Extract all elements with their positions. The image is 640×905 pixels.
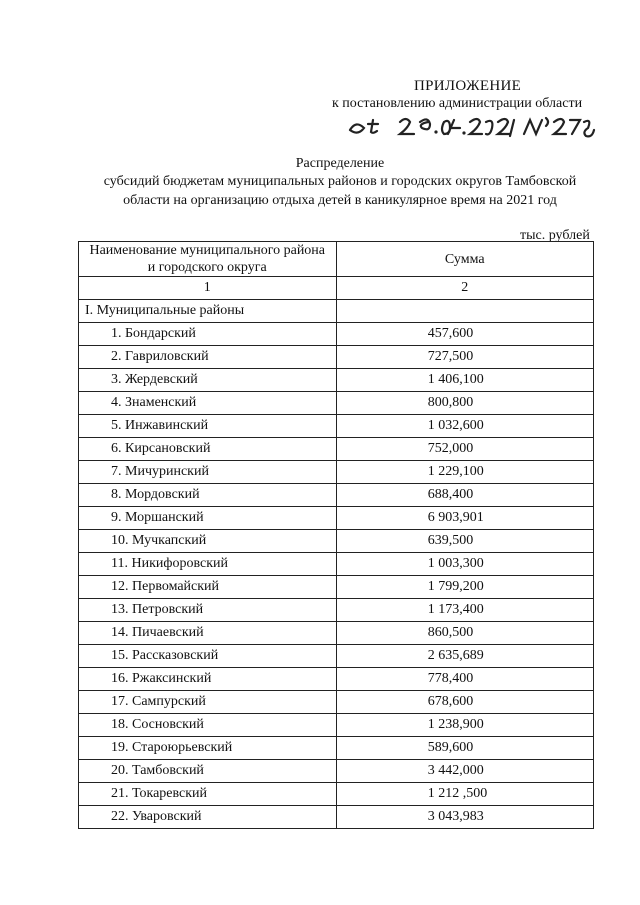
subsidy-amount-cell [336,691,594,714]
district-name: 11. Никифоровский [79,553,337,576]
table-header-row [79,242,594,277]
district-name: 8. Мордовский [79,484,337,507]
district-name: 14. Пичаевский [79,622,337,645]
table-row [79,714,594,737]
district-name: 19. Староюрьевский [79,737,337,760]
column-number-1: 1 [79,277,337,300]
subsidy-amount-cell [336,323,594,346]
subsidy-amount: 860,500 [427,625,474,640]
subsidy-amount-cell [336,369,594,392]
district-name: 4. Знаменский [79,392,337,415]
district-name: 20. Тамбовский [79,760,337,783]
handwritten-signature [346,110,596,140]
table-row [79,622,594,645]
subsidy-amount: 1 173,400 [427,602,484,617]
subsidy-amount-cell [336,553,594,576]
subsidy-amount: 1 229,100 [427,464,484,479]
subsidy-amount: 752,000 [427,441,474,456]
subsidy-amount-cell [336,576,594,599]
subsidy-amount: 1 032,600 [427,418,484,433]
table-row [79,737,594,760]
subsidy-amount-cell [336,668,594,691]
district-name: 5. Инжавинский [79,415,337,438]
subsidy-amount: 1 212 ,500 [427,786,488,801]
district-name: 9. Моршанский [79,507,337,530]
subsidy-amount-cell [336,760,594,783]
table-row [79,668,594,691]
section-empty-cell [336,300,594,323]
column-header-name: Наименование муниципального района и городского округа [79,242,337,277]
table-row [79,507,594,530]
subsidy-amount: 6 903,901 [427,510,484,525]
column-header-sum: Сумма [336,242,594,277]
district-name: 21. Токаревский [79,783,337,806]
table-row [79,461,594,484]
subsidy-amount: 800,800 [427,395,474,410]
subsidy-amount-cell [336,392,594,415]
subsidy-amount: 678,600 [427,694,474,709]
district-name: 22. Уваровский [79,806,337,829]
subsidy-amount: 457,600 [427,326,474,341]
district-name: 1. Бондарский [79,323,337,346]
section-title: I. Муниципальные районы [79,300,337,323]
district-name: 13. Петровский [79,599,337,622]
subsidy-amount: 1 406,100 [427,372,484,387]
subsidy-amount-cell [336,415,594,438]
district-name: 18. Сосновский [79,714,337,737]
subsidy-amount: 727,500 [427,349,474,364]
table-row [79,645,594,668]
table-row [79,484,594,507]
subsidy-amount: 589,600 [427,740,474,755]
table-row [79,530,594,553]
subsidy-amount: 1 003,300 [427,556,484,571]
column-number-2: 2 [336,277,594,300]
table-row [79,392,594,415]
table-row [79,346,594,369]
units-label: тыс. рублей [520,228,590,243]
caption-line-2: субсидий бюджетам муниципальных районов и городских округов Тамбовской [103,174,577,189]
district-name: 10. Мучкапский [79,530,337,553]
table-row [79,553,594,576]
table-row [79,323,594,346]
district-name: 3. Жердевский [79,369,337,392]
subsidy-amount-cell [336,645,594,668]
subsidy-amount: 778,400 [427,671,474,686]
subsidy-amount: 3 442,000 [427,763,484,778]
header-title: ПРИЛОЖЕНИЕ [414,78,522,94]
table-row [79,691,594,714]
subsidy-amount: 639,500 [427,533,474,548]
table-row [79,438,594,461]
subsidy-amount: 2 635,689 [427,648,484,663]
subsidy-amount-cell [336,783,594,806]
table-row [79,783,594,806]
district-name: 12. Первомайский [79,576,337,599]
caption-line-1: Распределение [295,156,385,171]
subsidy-amount-cell [336,714,594,737]
district-name: 7. Мичуринский [79,461,337,484]
column-number-row [79,277,594,300]
subsidy-amount: 1 238,900 [427,717,484,732]
caption-line-3: области на организацию отдыха детей в каникулярное время на 2021 год [123,193,557,208]
subsidy-amount-cell [336,461,594,484]
subsidy-amount-cell [336,484,594,507]
table-row [79,806,594,829]
subsidy-amount: 688,400 [427,487,474,502]
subsidy-amount-cell [336,530,594,553]
district-name: 2. Гавриловский [79,346,337,369]
table-row [79,576,594,599]
header-subtitle: к постановлению администрации области [332,96,583,111]
subsidy-amount-cell [336,737,594,760]
table-row [79,415,594,438]
subsidy-amount: 1 799,200 [427,579,484,594]
district-name: 16. Ржаксинский [79,668,337,691]
subsidy-amount-cell [336,346,594,369]
subsidy-table [78,241,594,829]
table-row [79,760,594,783]
subsidy-amount-cell [336,599,594,622]
subsidy-amount-cell [336,806,594,829]
subsidy-amount: 3 043,983 [427,809,484,824]
subsidy-amount-cell [336,438,594,461]
district-name: 17. Сампурский [79,691,337,714]
subsidy-amount-cell [336,507,594,530]
district-name: 6. Кирсановский [79,438,337,461]
section-row [79,300,594,323]
district-name: 15. Рассказовский [79,645,337,668]
table-row [79,369,594,392]
table-row [79,599,594,622]
subsidy-amount-cell [336,622,594,645]
